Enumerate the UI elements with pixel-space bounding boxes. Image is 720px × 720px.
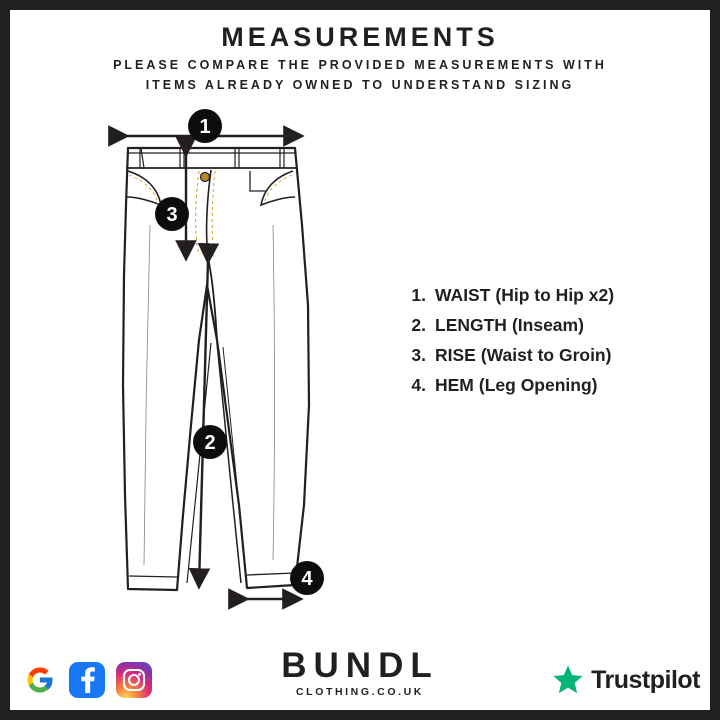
marker-3-label: 3	[166, 204, 178, 226]
legend-item-hem	[400, 375, 690, 396]
marker-4-label: 4	[301, 568, 313, 590]
jeans-technical-drawing	[95, 105, 385, 625]
subtitle-line-1: PLEASE COMPARE THE PROVIDED MEASUREMENTS WITH	[113, 58, 607, 72]
trustpilot-star-icon	[552, 664, 584, 696]
legend-term-1: WAIST	[435, 285, 491, 305]
legend-number-4: 4.	[411, 375, 426, 395]
legend-desc-3: (Waist to Groin)	[480, 345, 612, 365]
facebook-icon[interactable]	[69, 662, 105, 698]
legend-item-rise	[400, 345, 690, 366]
marker-3	[155, 197, 189, 231]
legend-term-2: LENGTH	[435, 315, 507, 335]
trustpilot-badge[interactable]	[552, 664, 700, 696]
measurement-legend	[400, 285, 690, 405]
legend-number-1: 1.	[411, 285, 426, 305]
marker-2	[193, 425, 227, 459]
frame-border-top	[0, 0, 720, 10]
marker-1-label: 1	[199, 116, 211, 138]
instagram-icon[interactable]	[116, 662, 152, 698]
page-subtitle	[60, 55, 660, 95]
legend-item-waist	[400, 285, 690, 306]
frame-border-bottom	[0, 710, 720, 720]
brand-name: BUNDL	[281, 646, 439, 685]
legend-number-3: 3.	[411, 345, 426, 365]
brand-url: CLOTHING.CO.UK	[296, 686, 424, 698]
legend-desc-4: (Leg Opening)	[478, 375, 598, 395]
trustpilot-label: Trustpilot	[591, 665, 700, 694]
jeans-diagram	[95, 105, 385, 625]
legend-desc-2: (Inseam)	[511, 315, 584, 335]
page-title: MEASUREMENTS	[221, 22, 499, 52]
instagram-camera-glyph	[122, 668, 146, 692]
marker-4	[290, 561, 324, 595]
facebook-f-glyph	[77, 666, 97, 694]
legend-desc-1: (Hip to Hip x2)	[495, 285, 615, 305]
social-links	[22, 662, 152, 698]
legend-term-4: HEM	[435, 375, 474, 395]
frame-border-right	[710, 0, 720, 720]
marker-2-label: 2	[204, 432, 216, 454]
google-g-glyph	[25, 665, 55, 695]
legend-number-2: 2.	[411, 315, 426, 335]
legend-item-length	[400, 315, 690, 336]
google-icon[interactable]	[22, 662, 58, 698]
frame-border-left	[0, 0, 10, 720]
marker-1	[188, 109, 222, 143]
subtitle-line-2: ITEMS ALREADY OWNED TO UNDERSTAND SIZING	[145, 78, 575, 92]
legend-term-3: RISE	[435, 345, 476, 365]
